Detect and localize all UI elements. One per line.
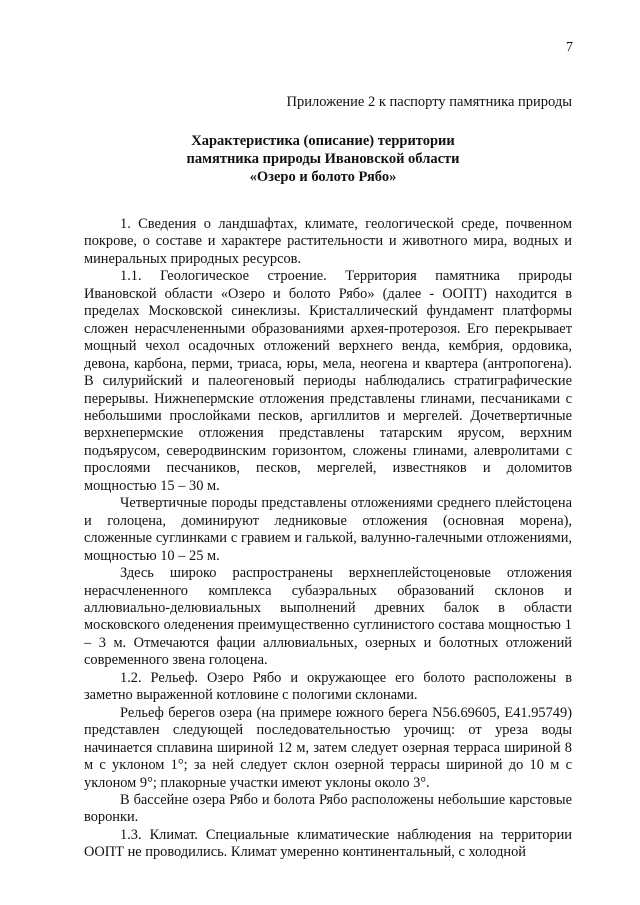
paragraph-geology: 1.1. Геологическое строение. Территория памятника природы Ивановской области «Озеро и болото Рябо» (далее - ООПТ) находится в пределах Московской синеклизы. Кристаллический фундамент платформы сложен нерасчлененными образованиями архея-протерозоя. Его перекрывает мощный чехол осадочных отложений верхнего венда, кембрия, ордовика, девона, карбона, перми, триаса, юры, мела, неогена и квартера (антропогена). В силурийский и палеогеновый периоды наблюдались стратиграфические перерывы. Нижнепермские отложения представлены глинами, песчаниками с небольшими прослойками песков, аргиллитов и мергелей. Дочетвертичные верхнепермские отложения представлены татарским ярусом, верхним подъярусом, северодвинским горизонтом, сложены глинами, алевролитами с прослоями песчаников, песков, мергелей, известняков и доломитов мощностью 15 – 30 м. (84, 268, 572, 494)
title-line-2: памятника природы Ивановской области (186, 151, 460, 167)
document-title (88, 132, 558, 186)
title-line-3: «Озеро и болото Рябо» (249, 169, 397, 185)
page-number: 7 (566, 40, 573, 55)
paragraph-relief: 1.2. Рельеф. Озеро Рябо и окружающее его болото расположены в заметно выраженной котловине с пологими склонами. (84, 669, 572, 704)
appendix-label: Приложение 2 к паспорту памятника природы (286, 94, 572, 110)
title-line-1: Характеристика (описание) территории (191, 133, 455, 149)
paragraph-upper-pleistocene: Здесь широко распространены верхнеплейстоценовые отложения нерасчлененного комплекса субаэральных образований склонов и аллювиально-делювиальных выполнений древних балок в области московского оледенения преимущественно суглинистого состава мощностью 1 – 3 м. Отмечаются фации аллювиальных, озерных и болотных отложений современного звена голоцена. (84, 565, 572, 669)
paragraph-shore-relief: Рельеф берегов озера (на примере южного берега N56.69605, E41.95749) представлен следующей последовательностью урочищ: от уреза воды начинается сплавина шириной 12 м, затем следует озерная терраса шириной 8 м с уклоном 1°; за ней следует склон озерной террасы шириной до 10 м с уклоном 9°; плакорные участки имеют уклоны около 3°. (84, 704, 572, 791)
document-body (84, 216, 572, 862)
paragraph-karst: В бассейне озера Рябо и болота Рябо расположены небольшие карстовые воронки. (84, 791, 572, 826)
paragraph-quaternary: Четвертичные породы представлены отложениями среднего плейстоцена и голоцена, доминируют ледниковые отложения (основная морена), сложенные суглинками с гравием и галькой, валунно-галечными отложениями, мощностью 10 – 25 м. (84, 495, 572, 564)
paragraph-landscape-intro: 1. Сведения о ландшафтах, климате, геологической среде, почвенном покрове, о составе и характере растительности и животного мира, водных и минеральных природных ресурсов. (84, 216, 572, 267)
paragraph-climate: 1.3. Климат. Специальные климатические наблюдения на территории ООПТ не проводились. Климат умеренно континентальный, с холодной (84, 826, 572, 861)
